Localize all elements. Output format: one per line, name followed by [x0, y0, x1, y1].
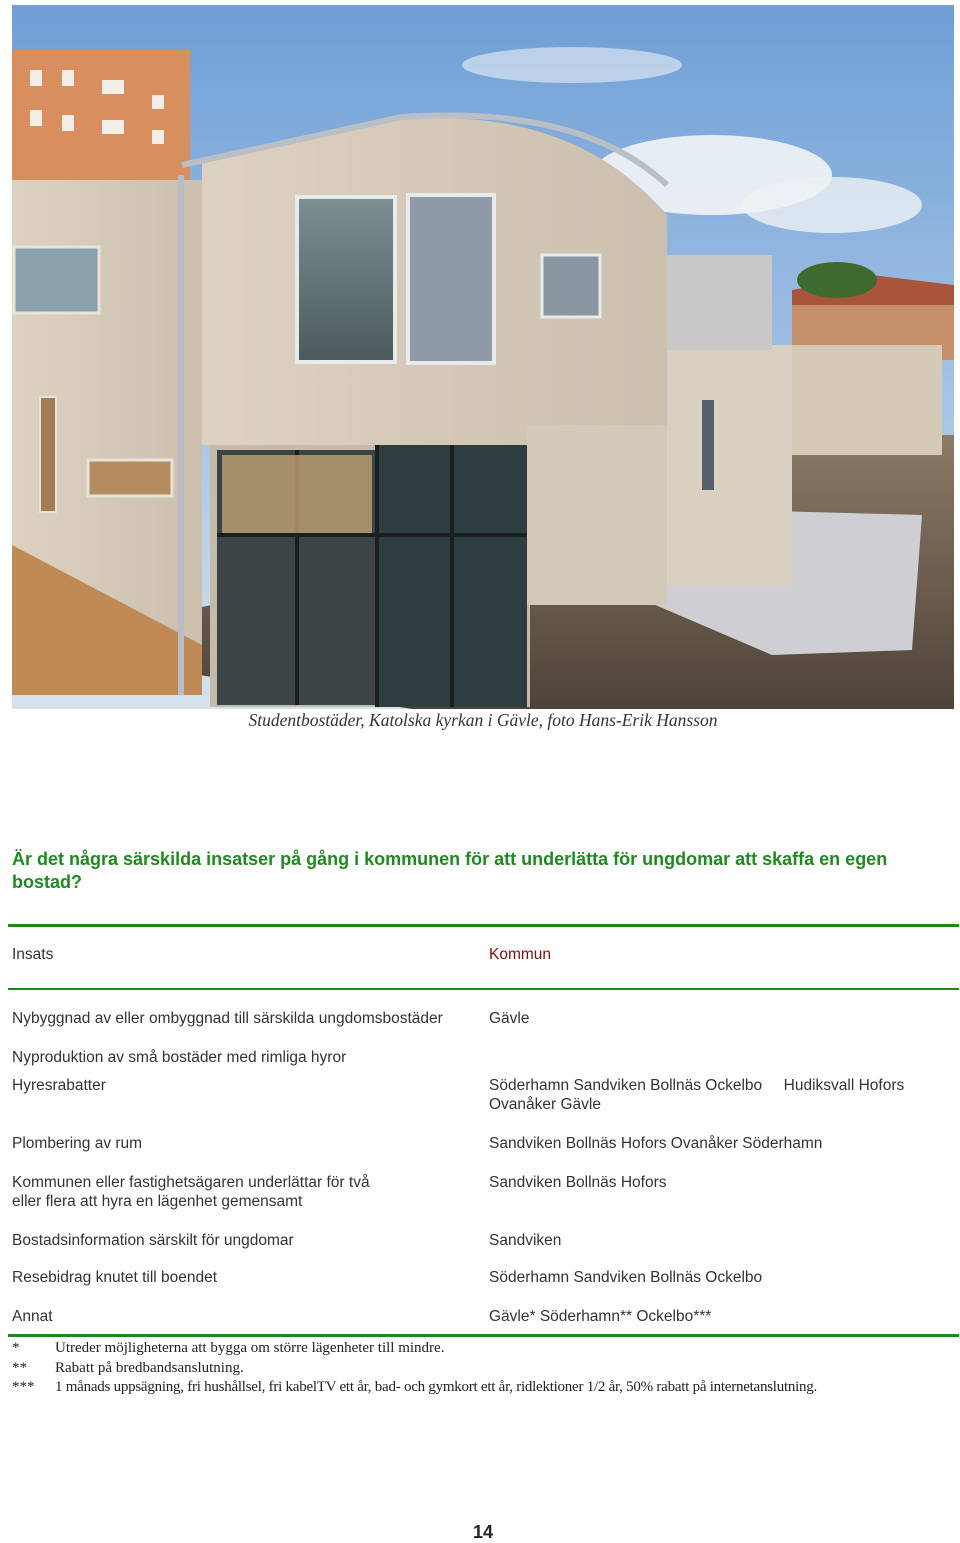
table-row-insats: Resebidrag knutet till boendet: [12, 1269, 218, 1286]
footnote-text: Rabatt på bredbandsanslutning.: [55, 1359, 244, 1376]
table-row-insats: Plombering av rum: [12, 1135, 143, 1152]
page-number: 14: [472, 1522, 494, 1542]
table-row-insats: Annat: [12, 1308, 53, 1325]
table-row-kommun: Sandviken Bollnäs Hofors: [489, 1174, 667, 1191]
table-row-kommun: Sandviken: [489, 1232, 562, 1249]
header-kommun: Kommun: [489, 946, 552, 963]
table-row-insats: Nyproduktion av små bostäder med rimliga hyror: [12, 1049, 347, 1066]
table-top-rule: [8, 924, 959, 927]
table-row-insats: Nybyggnad av eller ombyggnad till särskilda ungdomsbostäder: [12, 1010, 443, 1027]
footnote-mark: ***: [12, 1379, 35, 1395]
section-question: Är det några särskilda insatser på gång i kommunen för att underlätta för ungdomar att skaffa en egen bostad?: [12, 849, 888, 892]
header-insats: Insats: [12, 946, 54, 963]
footnote-mark: *: [12, 1340, 20, 1356]
photo-caption: Studentbostäder, Katolska kyrkan i Gävle, foto Hans-Erik Hansson: [248, 710, 718, 730]
table-row-kommun: Gävle* Söderhamn** Ockelbo***: [489, 1308, 712, 1325]
footnotes: [12, 1339, 952, 1398]
table-row-kommun: Söderhamn Sandviken Bollnäs Ockelbo: [489, 1269, 763, 1286]
table-bottom-rule: [8, 1334, 959, 1337]
footnote-mark: **: [12, 1359, 27, 1376]
table-row-insats: Bostadsinformation särskilt för ungdomar: [12, 1232, 294, 1249]
table-row-kommun: Sandviken Bollnäs Hofors Ovanåker Söderhamn: [489, 1135, 823, 1152]
header-rule: [8, 988, 959, 990]
building-photo: [12, 5, 954, 709]
table-row-kommun: Söderhamn Sandviken Bollnäs Ockelbo Hudiksvall Hofors Ovanåker Gävle: [489, 1077, 909, 1113]
table-row-insats: Kommunen eller fastighetsägaren underlättar för två eller flera att hyra en lägenhet gemensamt: [12, 1174, 370, 1210]
table-row-kommun: Gävle: [489, 1010, 530, 1027]
footnote-text: Utreder möjligheterna att bygga om större lägenheter till mindre.: [55, 1340, 445, 1356]
footnote-item: [12, 1378, 952, 1398]
table-row-insats: Hyresrabatter: [12, 1077, 106, 1094]
footnote-item: [12, 1339, 952, 1359]
footnote-item: [12, 1359, 952, 1379]
footnote-text: 1 månads uppsägning, fri hushållsel, fri kabelTV ett år, bad- och gymkort ett år, ridlektioner 1/2 år, 50% rabatt på internetanslutning.: [55, 1379, 818, 1395]
